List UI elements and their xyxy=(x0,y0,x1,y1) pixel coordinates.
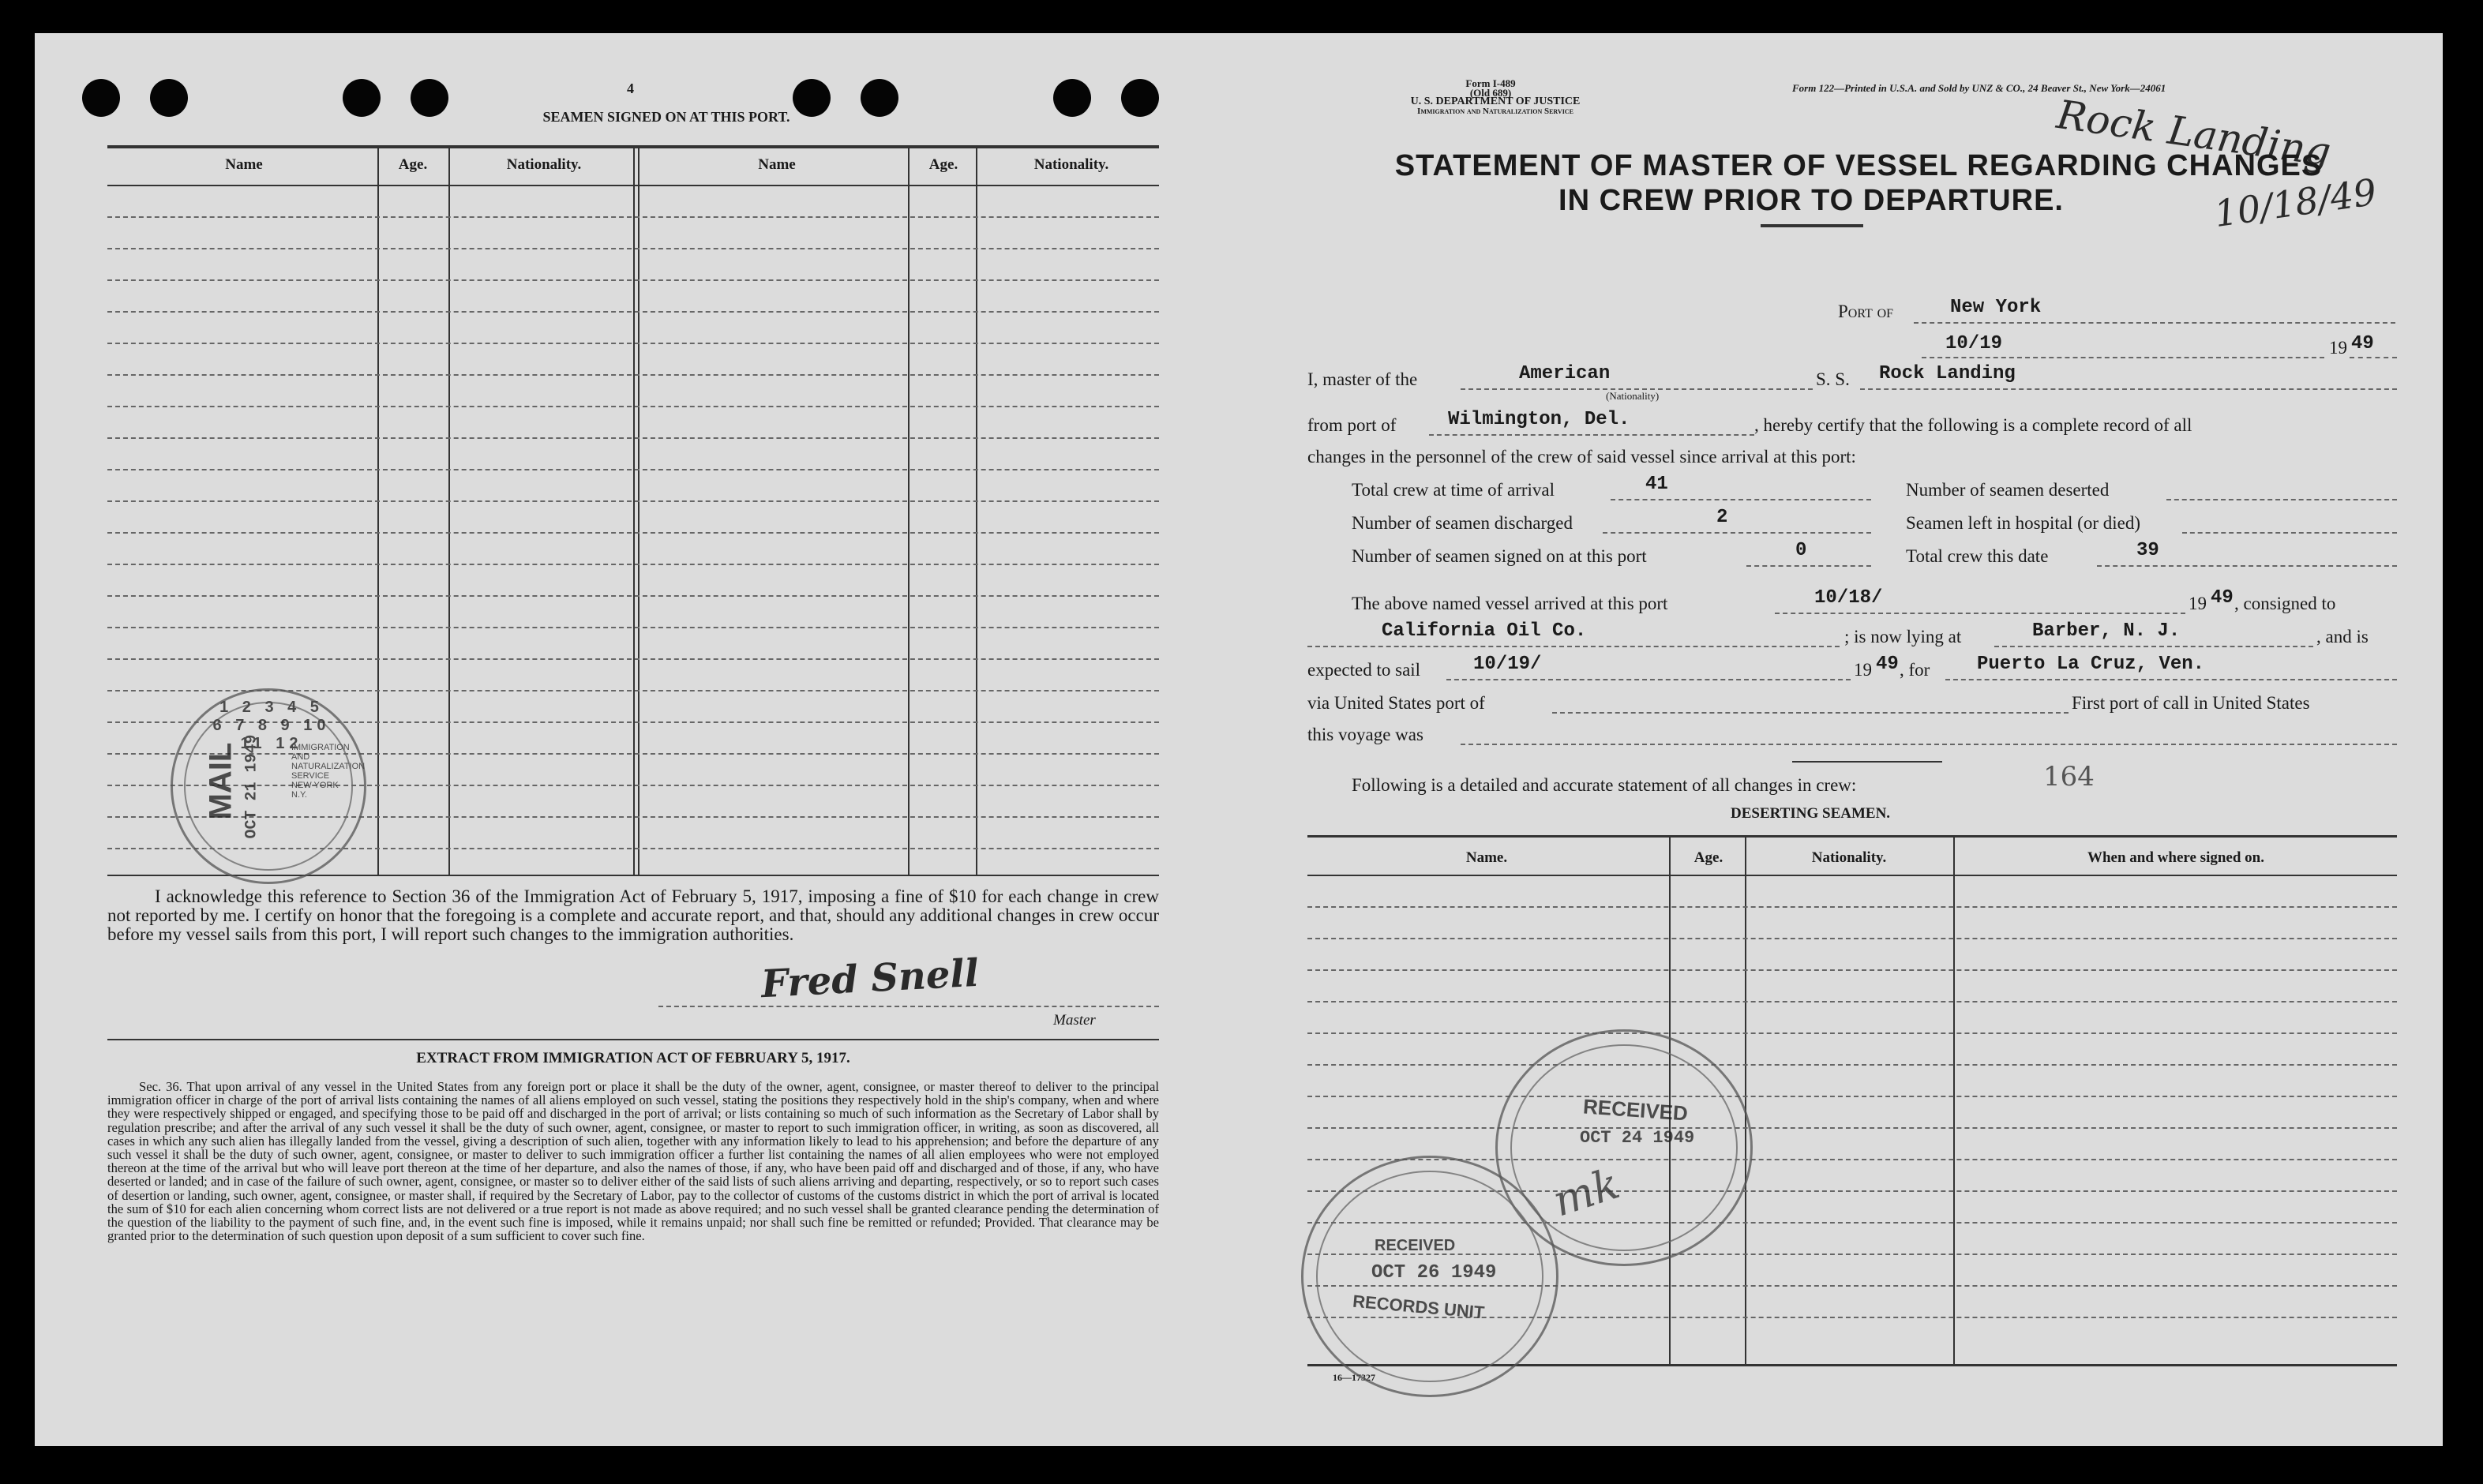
consignee-line xyxy=(1307,646,1840,647)
table-row-line xyxy=(107,564,1159,565)
port-line xyxy=(1914,322,2395,324)
table-row-line xyxy=(107,627,1159,628)
ship-line xyxy=(1860,388,2397,390)
via-line xyxy=(1552,712,2069,714)
total-arrival-line xyxy=(1611,499,1871,500)
signed-on-value: 0 xyxy=(1795,540,1807,561)
received-word: RECEIVED xyxy=(1582,1094,1689,1126)
deserted-line xyxy=(2166,499,2397,500)
port-label: Port of xyxy=(1838,302,1894,321)
from-port-line xyxy=(1429,434,1754,436)
port-value: New York xyxy=(1950,297,2042,318)
expected-label: expected to sail xyxy=(1307,660,1421,680)
table-row-line xyxy=(107,595,1159,597)
deserting-row-line xyxy=(1307,1064,2397,1066)
column-header-age: Age. xyxy=(398,156,428,173)
deserting-row-line xyxy=(1307,1159,2397,1160)
discharged-value: 2 xyxy=(1716,507,1728,528)
form-number: Form I-489 xyxy=(1465,77,1516,89)
table-row-line xyxy=(107,374,1159,376)
form-old-number: (Old 689) xyxy=(1469,87,1512,99)
column-divider xyxy=(448,145,450,875)
handwritten-date: 10/18/49 xyxy=(2211,170,2380,236)
arrived-label: The above named vessel arrived at this port xyxy=(1352,594,1668,613)
discharged-label: Number of seamen discharged xyxy=(1352,513,1573,533)
stamp-date: OCT 21 1949 xyxy=(242,734,261,839)
printer-note: Form 122—Printed in U.S.A. and Sold by UNZ & CO., 24 Beaver St., New York—24061 xyxy=(1792,82,2166,94)
nationality-value: American xyxy=(1519,363,1611,384)
deserting-row-line xyxy=(1307,906,2397,908)
deserting-row-line xyxy=(1307,1001,2397,1002)
deserting-col-signed-on: When and where signed on. xyxy=(2087,849,2264,866)
section-rule xyxy=(107,1039,1159,1040)
year-suffix: 49 xyxy=(2351,333,2374,354)
destination-value: Puerto La Cruz, Ven. xyxy=(1977,654,2205,675)
ss-label: S. S. xyxy=(1816,369,1850,389)
master-label: I, master of the xyxy=(1307,369,1418,389)
handwritten-number: 164 xyxy=(2043,761,2095,793)
signature-line xyxy=(658,1006,1159,1007)
received-date: OCT 24 1949 xyxy=(1580,1128,1695,1148)
column-header-name: Name xyxy=(225,156,263,173)
column-divider xyxy=(377,145,379,875)
punch-hole xyxy=(1053,79,1091,117)
hospital-line xyxy=(2182,532,2397,534)
stamp-ring-numbers: 1 2 3 4 5 6 7 8 9 10 11 12 xyxy=(212,699,331,752)
table-row-line xyxy=(107,500,1159,502)
deserting-title: DESERTING SEAMEN. xyxy=(1731,805,1891,822)
expected-year: 49 xyxy=(1876,654,1899,675)
certify-text: , hereby certify that the following is a complete record of all xyxy=(1754,415,2192,435)
punch-hole xyxy=(150,79,188,117)
department-name: U. S. DEPARTMENT OF JUSTICE xyxy=(1410,96,1581,107)
records-unit-stamp xyxy=(1301,1156,1558,1397)
deserting-row-line xyxy=(1307,938,2397,939)
deserting-row-line xyxy=(1307,969,2397,971)
section-title: SEAMEN SIGNED ON AT THIS PORT. xyxy=(542,109,790,125)
service-name: Immigration and Naturalization Service xyxy=(1417,107,1573,116)
consigned-label: , consigned to xyxy=(2234,594,2336,613)
table-row-line xyxy=(107,658,1159,660)
column-header-nationality: Nationality. xyxy=(1033,156,1109,173)
date-line xyxy=(1922,357,2324,358)
page-number: 4 xyxy=(627,81,634,96)
voyage-label: this voyage was xyxy=(1307,725,1423,744)
table-row-line xyxy=(107,437,1159,439)
title-underline xyxy=(1761,224,1863,227)
first-port-label: First port of call in United States xyxy=(2072,693,2310,713)
master-signature: Fred Snell xyxy=(760,950,981,1007)
stamp-agency: IMMIGRATION AND NATURALIZATION SERVICE NEW YORK N.Y. xyxy=(291,743,366,800)
via-label: via United States port of xyxy=(1307,693,1485,713)
table-row-line xyxy=(107,248,1159,249)
arrived-value: 10/18/ xyxy=(1814,587,1883,609)
received-initials: mk xyxy=(1547,1158,1626,1227)
arrived-year-prefix: 19 xyxy=(2189,594,2207,613)
from-port-value: Wilmington, Del. xyxy=(1448,409,1630,430)
deserting-col-name: Name. xyxy=(1465,849,1508,866)
year-line xyxy=(2350,357,2397,358)
column-header-name: Name xyxy=(758,156,796,173)
title-line-1: STATEMENT OF MASTER OF VESSEL REGARDING CHANGES xyxy=(1394,149,2323,182)
column-divider-double xyxy=(633,145,640,875)
records-date: OCT 26 1949 xyxy=(1371,1262,1497,1284)
column-header-age: Age. xyxy=(928,156,958,173)
table-row-line xyxy=(107,279,1159,281)
deserting-col-age: Age. xyxy=(1693,849,1723,866)
punch-hole xyxy=(1121,79,1159,117)
table-row-line xyxy=(107,216,1159,218)
records-unit-label: RECORDS UNIT xyxy=(1352,1291,1486,1323)
table-row-line xyxy=(107,343,1159,344)
certify-text-2: changes in the personnel of the crew of said vessel since arrival at this port: xyxy=(1307,447,1856,467)
expected-year-prefix: 19 xyxy=(1854,660,1872,680)
mail-stamp xyxy=(171,688,366,884)
lying-line xyxy=(1994,646,2313,647)
total-arrival-value: 41 xyxy=(1645,474,1668,495)
following-label: Following is a detailed and accurate statement of all changes in crew: xyxy=(1352,775,1857,795)
deserting-row-line xyxy=(1307,1127,2397,1129)
extract-title: EXTRACT FROM IMMIGRATION ACT OF FEBRUARY 5, 1917. xyxy=(416,1050,850,1066)
divider-rule xyxy=(1792,761,1942,763)
total-date-line xyxy=(2097,565,2397,567)
table-row-line xyxy=(107,406,1159,407)
arrived-year: 49 xyxy=(2211,587,2234,609)
from-port-label: from port of xyxy=(1307,415,1397,435)
deserted-label: Number of seamen deserted xyxy=(1906,480,2110,500)
total-arrival-label: Total crew at time of arrival xyxy=(1352,480,1555,500)
signed-on-label: Number of seamen signed on at this port xyxy=(1352,546,1647,566)
destination-line xyxy=(1945,679,2397,680)
column-divider xyxy=(908,145,910,875)
deserting-header-rule xyxy=(1307,875,2397,876)
footer-code: 16—17327 xyxy=(1333,1372,1375,1383)
deserting-table-top xyxy=(1307,835,2397,838)
title-line-2: IN CREW PRIOR TO DEPARTURE. xyxy=(1558,184,2064,217)
expected-line xyxy=(1446,679,1851,680)
discharged-line xyxy=(1603,532,1871,534)
extract-text: Sec. 36. That upon arrival of any vessel in the United States from any foreign port or place it shall be the duty of the owner, agent, consignee, or master thereof to deliver to the principal immigration officer in charge of the port of arrival lists containing the names of all aliens employed on such vessel, stating the positions they respectively hold in the ship's company, when and where they were respectively shipped or engaged, and specifying those to be paid off and discharged in the port of arrival; or lists containing so much of such information as the Secretary of Labor shall by regulation prescribe; and after the arrival of any such vessel it shall be the duty of such owner, agent, consignee, or master to report to such immigration officer, in writing, as soon as discovered, all cases in which any such alien has illegally landed from the vessel, giving a description of such alien, together with any information likely to lead to his apprehension; and before the departure of any such vessel it shall be the duty of such owner, agent, consignee, or master to deliver to such immigration officer a further list containing the names of all alien employees who were not employed thereon at the time of the arrival but who will leave port thereon at the time of her departure, and also the names of those, if any, who have been paid off and discharged and of those, if any, who have deserted or landed; and in case of the failure of such owner, agent, consignee, or master so to deliver either of the said lists of such aliens arriving and departing, respectively, or so to report such cases of desertion or landing, such owner, agent, consignee, or master shall, if required by the Secretary of Labor, pay to the collector of customs of the customs district in which the port of arrival is located the sum of $10 for each alien concerning whom correct lists are not delivered or a true report is not made as above required; and no such vessel shall be granted clearance pending the determination of the question of the liability to the payment of such fine, and, in the event such fine is imposed, while it remains unpaid; nor shall such fine be remitted or refunded; Provided. That clearance may be granted prior to the determination of such question upon deposit of a sum sufficient to cover such fine. xyxy=(107,1079,1159,1244)
handwritten-vessel-name: Rock Landing xyxy=(2054,91,2334,176)
arrived-line xyxy=(1775,613,2185,614)
total-date-label: Total crew this date xyxy=(1906,546,2049,566)
statement-date: 10/19 xyxy=(1945,333,2003,354)
punch-hole xyxy=(343,79,381,117)
punch-hole xyxy=(411,79,448,117)
and-is-label: , and is xyxy=(2316,627,2369,646)
for-label: , for xyxy=(1900,660,1930,680)
ship-name: Rock Landing xyxy=(1879,363,2016,384)
document-page xyxy=(35,33,2443,1446)
hospital-label: Seamen left in hospital (or died) xyxy=(1906,513,2141,533)
lying-label: ; is now lying at xyxy=(1844,627,1962,646)
certification-text: I acknowledge this reference to Section 36 of the Immigration Act of February 5, 1917, imposing a fine of $10 for each change in crew not reported by me. I certify on honor that the foregoing is a complete and accurate report, and that, should any additional changes in crew occur before my vessel sails from this port, I will report such changes to the immigration authorities. xyxy=(107,886,1159,944)
stamp-mail-word: MAIL xyxy=(203,742,238,820)
column-header-nationality: Nationality. xyxy=(506,156,582,173)
voyage-line xyxy=(1461,744,2397,745)
table-row-line xyxy=(107,469,1159,470)
total-date-value: 39 xyxy=(2136,540,2159,561)
table-row-line xyxy=(107,532,1159,534)
signed-on-line xyxy=(1746,565,1871,567)
form-title xyxy=(1306,148,2411,218)
table-row-line xyxy=(107,311,1159,313)
deserting-row-line xyxy=(1307,1032,2397,1034)
deserting-col-nationality: Nationality. xyxy=(1811,849,1887,866)
consignee-value: California Oil Co. xyxy=(1382,620,1587,642)
deserting-row-line xyxy=(1307,1096,2397,1097)
expected-value: 10/19/ xyxy=(1473,654,1542,675)
records-received-word: RECEIVED xyxy=(1375,1237,1456,1254)
department-block xyxy=(1345,96,1645,117)
year-prefix: 19 xyxy=(2329,338,2347,358)
signature-caption: Master xyxy=(1053,1012,1096,1029)
punch-hole xyxy=(82,79,120,117)
lying-value: Barber, N. J. xyxy=(2032,620,2181,642)
nationality-caption: (Nationality) xyxy=(1606,390,1660,402)
column-divider xyxy=(976,145,977,875)
